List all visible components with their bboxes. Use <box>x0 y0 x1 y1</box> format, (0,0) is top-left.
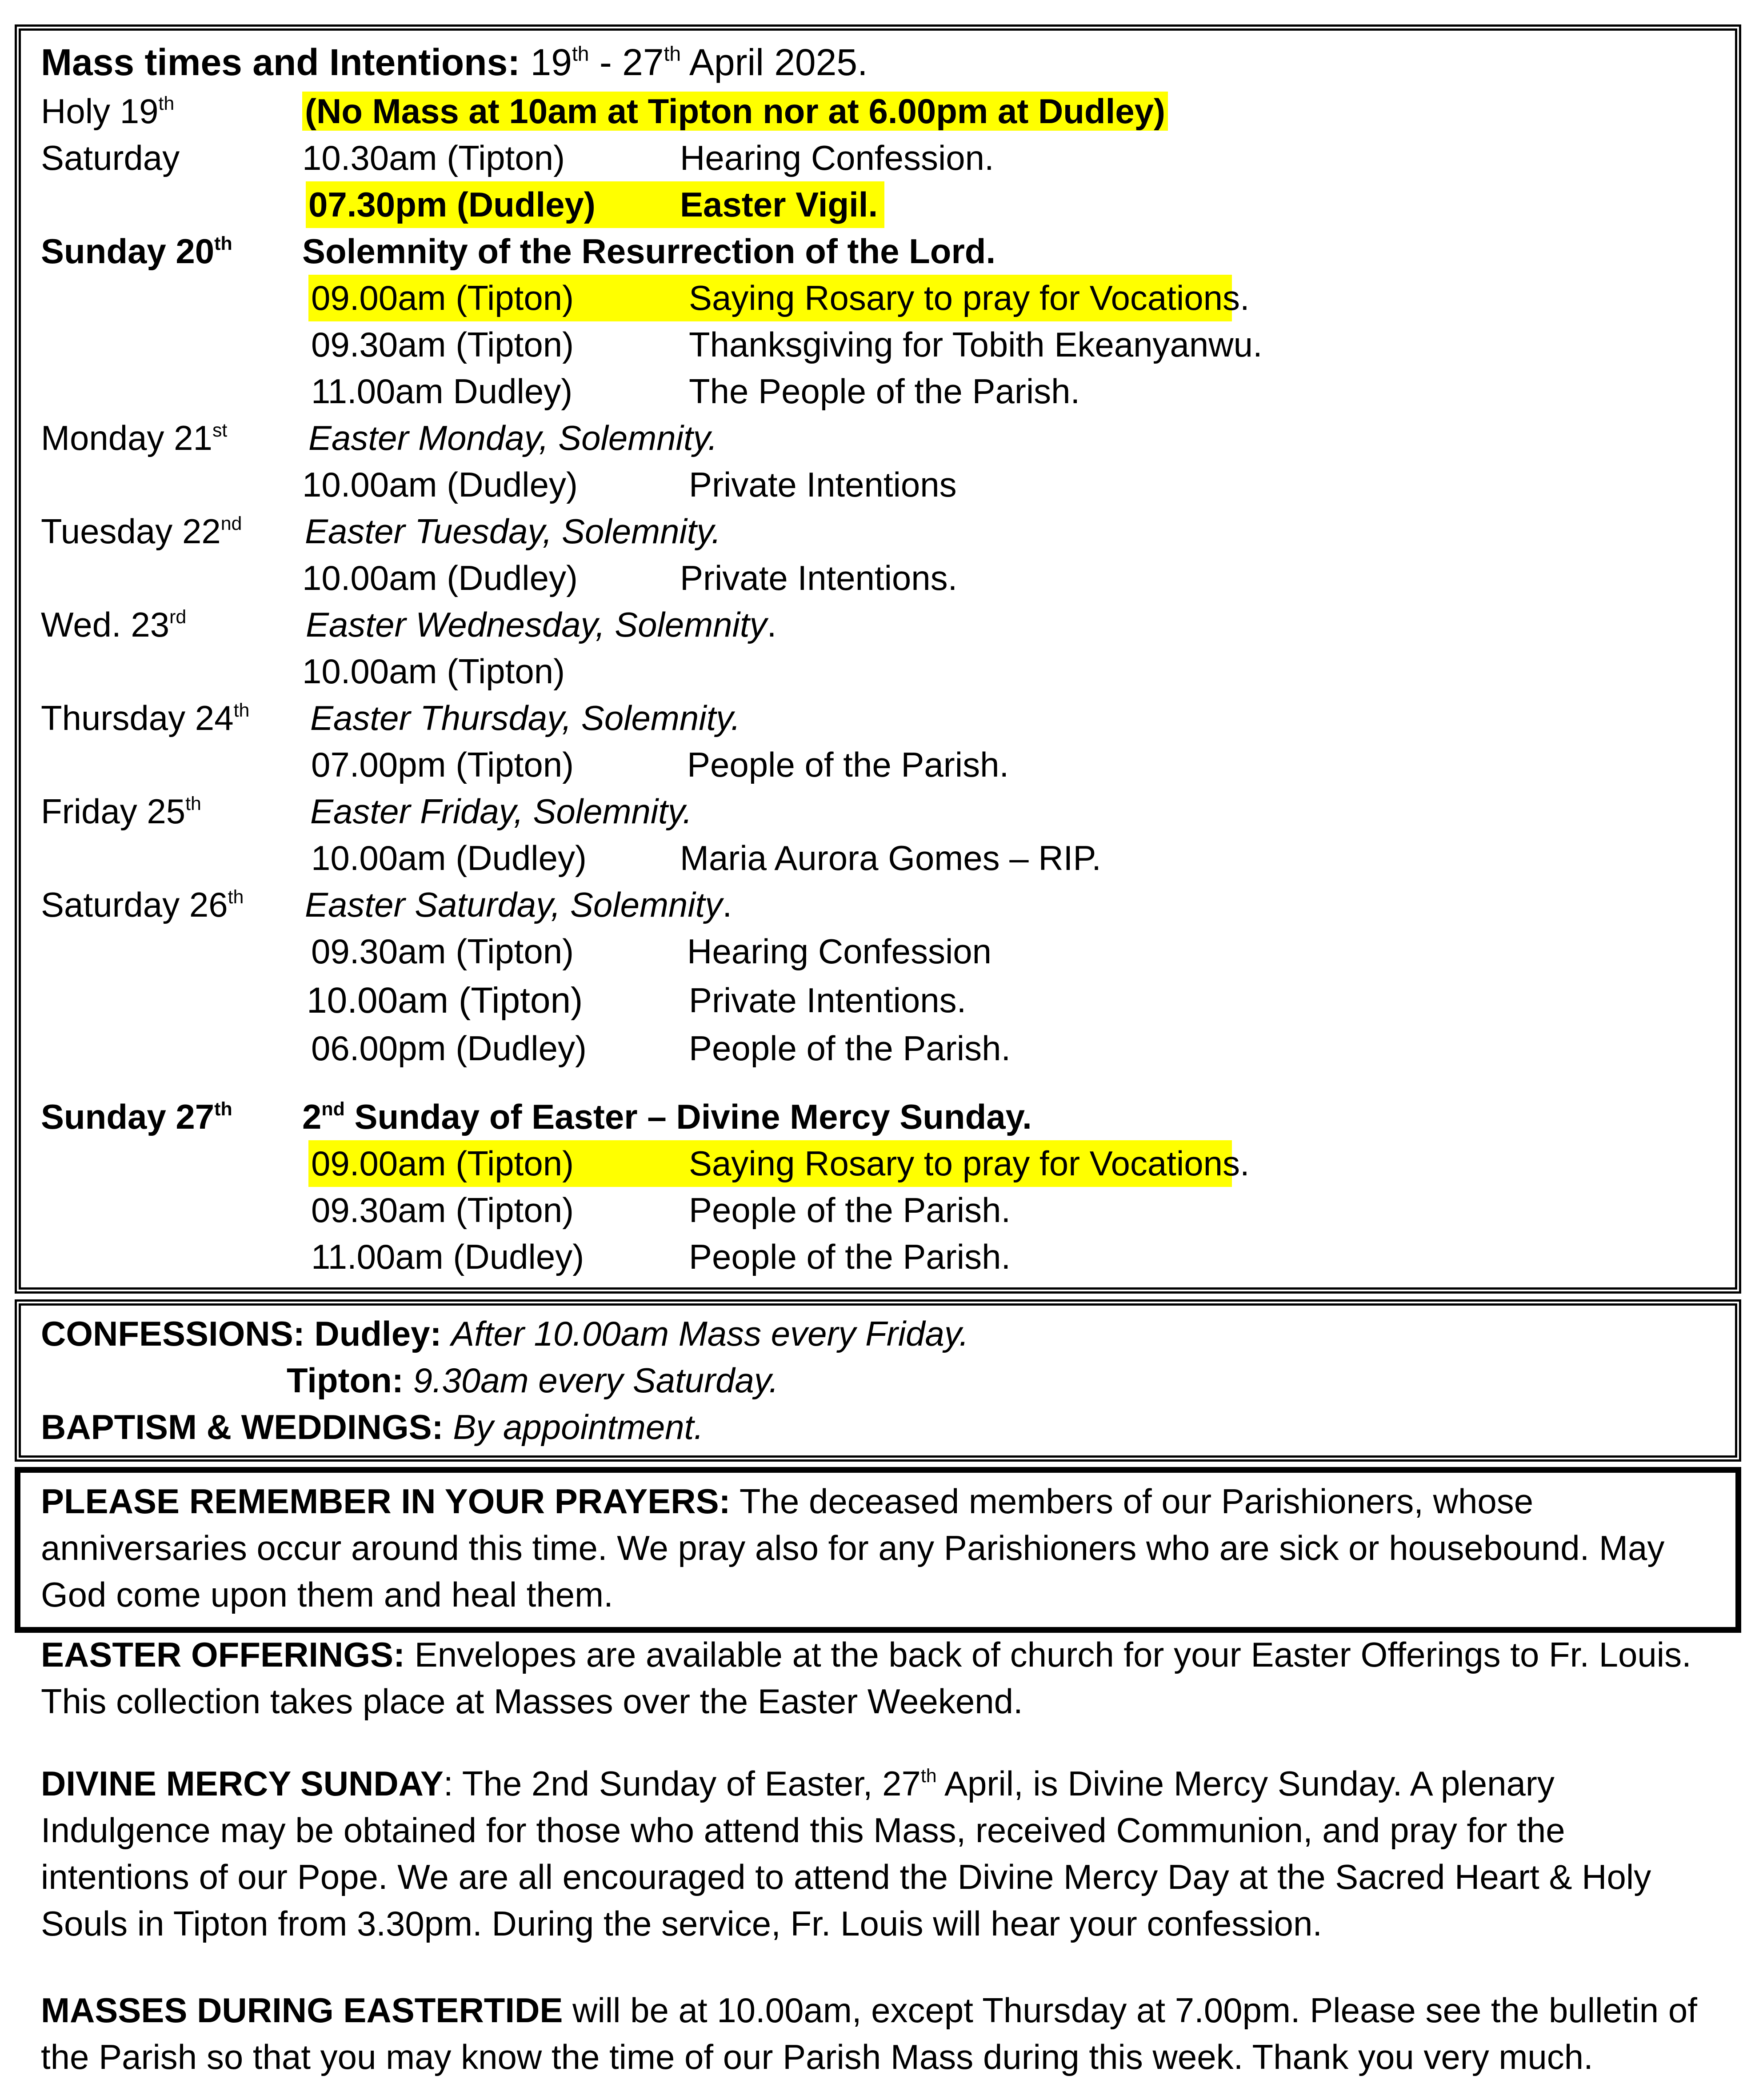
divine-mercy-text-a: : The 2nd Sunday of Easter, 27 <box>443 1764 921 1803</box>
day-monday-21 <box>41 415 227 461</box>
feast-title: Solemnity of the Resurrection of the Lord. <box>302 232 996 271</box>
feast-name: Easter Saturday, Solemnity <box>305 885 723 924</box>
highlighted-note: (No Mass at 10am at Tipton nor at 6.00pm at Dudley) <box>302 92 1168 131</box>
day-saturday: Saturday <box>41 138 180 177</box>
baptism-text: By appointment. <box>453 1407 704 1447</box>
feast-title: Easter Monday, Solemnity. <box>308 418 718 457</box>
day-suffix: th <box>233 699 250 721</box>
mass-time: 10.00am (Tipton) <box>307 980 583 1021</box>
confessions-label: CONFESSIONS: <box>41 1314 305 1353</box>
baptism-line <box>41 1404 704 1451</box>
easter-offerings-paragraph <box>41 1631 1721 1725</box>
dudley-text: After 10.00am Mass every Friday. <box>451 1314 969 1353</box>
day-label: Sunday 20 <box>41 232 215 271</box>
mass-time: 09.00am (Tipton) <box>311 1144 574 1183</box>
mass-intention: People of the Parish. <box>689 1029 1011 1068</box>
holy-saturday-note <box>302 88 1168 135</box>
feast-period: . <box>767 605 777 644</box>
mass-intention: Private Intentions. <box>689 981 967 1020</box>
prayers-text: The deceased members of our Parishioners, whose anniversaries occur around this time. We pray also for any Parishioners who are sick or housebound. May God come upon them and heal them. <box>41 1482 1665 1614</box>
mass-intention: People of the Parish. <box>689 1190 1011 1230</box>
day-holy-saturday <box>41 88 174 135</box>
mass-times-title <box>41 39 868 86</box>
mass-time: 11.00am Dudley) <box>311 372 573 411</box>
mass-time: 10.30am (Tipton) <box>302 138 565 177</box>
eastertide-text: will be at 10.00am, except Thursday at 7.00pm. Please see the bulletin of the Parish so that you may know the time of our Parish Mass during this week. Thank you very much. <box>41 1991 1697 2076</box>
day-label: Sunday 27 <box>41 1097 215 1136</box>
day-suffix: rd <box>169 606 187 628</box>
day-label: Monday 21 <box>41 418 212 457</box>
mass-intention: Easter Vigil. <box>680 185 878 224</box>
dudley-label: Dudley: <box>314 1314 442 1353</box>
tipton-label: Tipton: <box>287 1361 404 1400</box>
feast-name: Sunday of Easter – Divine Mercy Sunday. <box>344 1097 1032 1136</box>
feast-title: Easter Friday, Solemnity. <box>310 792 692 831</box>
day-suffix: th <box>214 232 232 254</box>
day-label: Wed. 23 <box>41 605 170 644</box>
day-label: Thursday 24 <box>41 698 234 737</box>
mass-time: 09.00am (Tipton) <box>311 278 574 317</box>
mass-time: 10.00am (Tipton) <box>302 652 565 691</box>
feast-title <box>306 601 776 648</box>
mass-intention: Maria Aurora Gomes – RIP. <box>680 838 1101 878</box>
feast-title <box>302 1094 1032 1140</box>
mass-time: 09.30am (Tipton) <box>311 1190 574 1230</box>
mass-time: 09.30am (Tipton) <box>311 932 574 971</box>
confessions-dudley-line <box>41 1310 969 1357</box>
mass-intention: The People of the Parish. <box>689 372 1080 411</box>
mass-intention: Hearing Confession <box>687 932 992 971</box>
divine-mercy-label: DIVINE MERCY SUNDAY <box>41 1764 444 1803</box>
day-label: Saturday 26 <box>41 885 228 924</box>
prayers-label: PLEASE REMEMBER IN YOUR PRAYERS: <box>41 1482 731 1521</box>
mass-intention: People of the Parish. <box>689 1237 1011 1276</box>
day-suffix: th <box>214 1098 232 1120</box>
divine-mercy-paragraph <box>41 1760 1721 1947</box>
day-sunday-20 <box>41 228 232 275</box>
offerings-label: EASTER OFFERINGS: <box>41 1635 405 1674</box>
day-suffix: th <box>185 793 201 814</box>
offerings-text: Envelopes are available at the back of church for your Easter Offerings to Fr. Louis. This collection takes place at Masses over the Easter Weekend. <box>41 1635 1691 1721</box>
day-suffix: nd <box>220 513 242 534</box>
tipton-text: 9.30am every Saturday. <box>413 1361 779 1400</box>
divine-mercy-text-b: April, is Divine Mercy Sunday. A plenary Indulgence may be obtained for those who attend this Mass, received Communion, and pray for the intentions of our Pope. We are all encouraged to attend the Divine Mercy Day at the Sacred Heart & Holy Souls in Tipton from 3.30pm. During the service, Fr. Louis will hear your confession. <box>41 1764 1651 1943</box>
prayers-paragraph <box>41 1478 1721 1618</box>
mass-intention: Hearing Confession. <box>680 138 994 177</box>
mass-intention: Private Intentions. <box>680 558 958 597</box>
day-label: Holy 19 <box>41 92 159 131</box>
mass-time: 06.00pm (Dudley) <box>311 1029 587 1068</box>
divine-mercy-sup: th <box>920 1765 937 1787</box>
mass-times-title-d1: 19 <box>530 41 572 83</box>
day-thursday-24 <box>41 695 249 741</box>
feast-title: Easter Thursday, Solemnity. <box>310 698 741 737</box>
mass-times-title-label: Mass times and Intentions: <box>41 41 520 83</box>
day-sunday-27 <box>41 1094 232 1140</box>
eastertide-paragraph <box>41 1987 1721 2080</box>
day-wednesday-23 <box>41 601 186 648</box>
baptism-label: BAPTISM & WEDDINGS: <box>41 1407 444 1447</box>
mass-times-title-sup2: th <box>664 42 681 65</box>
day-suffix: th <box>228 886 244 908</box>
mass-intention: Private Intentions <box>689 465 957 504</box>
mass-intention: Thanksgiving for Tobith Ekeanyanwu. <box>689 325 1263 364</box>
eastertide-label: MASSES DURING EASTERTIDE <box>41 1991 563 2030</box>
mass-time: 10.00am (Dudley) <box>302 465 578 504</box>
feast-number: 2 <box>302 1097 322 1136</box>
mass-times-title-sup1: th <box>572 42 589 65</box>
day-suffix: st <box>212 419 228 441</box>
feast-title <box>305 882 732 928</box>
mass-times-title-mid: - 27 <box>589 41 664 83</box>
feast-name: Easter Wednesday, Solemnity <box>306 605 767 644</box>
day-label: Tuesday 22 <box>41 512 221 551</box>
mass-time: 07.30pm (Dudley) <box>308 185 596 224</box>
day-suffix: th <box>158 92 175 114</box>
day-saturday-26 <box>41 882 244 928</box>
feast-period: . <box>722 885 732 924</box>
easter-vigil-row <box>306 181 884 228</box>
mass-times-title-end: April 2025. <box>681 41 868 83</box>
rosary-row-20 <box>308 275 1250 321</box>
mass-time: 09.30am (Tipton) <box>311 325 574 364</box>
mass-intention: Saying Rosary to pray for Vocations. <box>689 1144 1250 1183</box>
confessions-tipton-line <box>287 1357 779 1404</box>
day-tuesday-22 <box>41 508 242 555</box>
mass-time: 10.00am (Dudley) <box>302 558 578 597</box>
mass-time: 10.00am (Dudley) <box>311 838 587 878</box>
mass-intention: People of the Parish. <box>687 745 1009 784</box>
mass-time: 07.00pm (Tipton) <box>311 745 574 784</box>
mass-intention: Saying Rosary to pray for Vocations. <box>689 278 1250 317</box>
day-label: Friday 25 <box>41 792 186 831</box>
rosary-row-27 <box>308 1140 1250 1187</box>
feast-title: Easter Tuesday, Solemnity. <box>305 512 721 551</box>
feast-suffix: nd <box>321 1098 345 1120</box>
day-friday-25 <box>41 788 201 835</box>
mass-time: 11.00am (Dudley) <box>311 1237 584 1276</box>
